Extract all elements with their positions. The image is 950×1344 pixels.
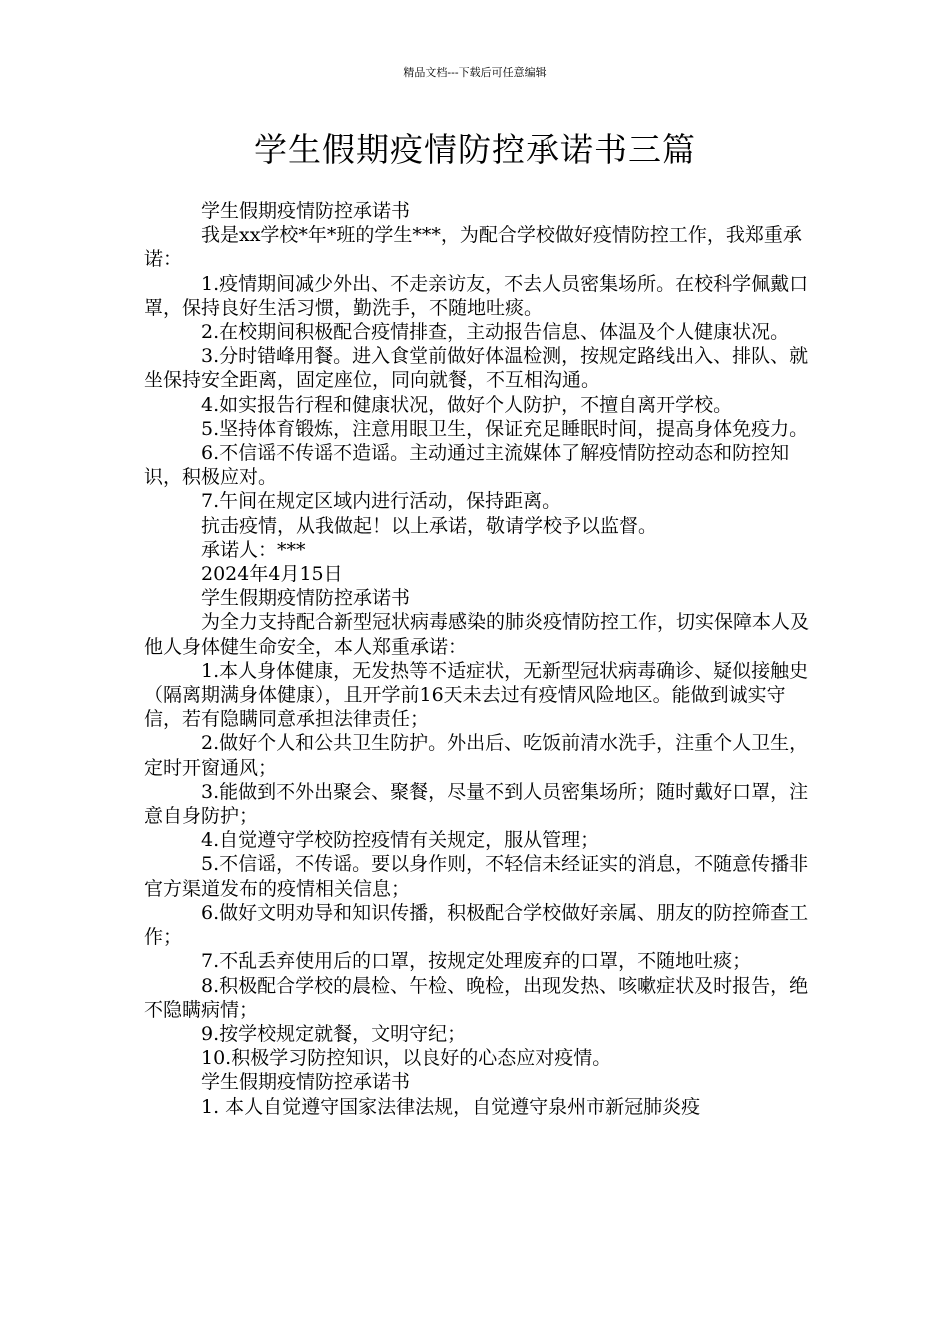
paragraph: 学生假期疫情防控承诺书 — [201, 200, 411, 222]
paragraph: 5.不信谣，不传谣。要以身作则，不轻信未经证实的消息，不随意传播非官方渠道发布的疫情相关信息； — [144, 853, 809, 900]
paragraph: 我是xx学校*年*班的学生***，为配合学校做好疫情防控工作，我郑重承诺： — [144, 224, 802, 271]
paragraph: 10.积极学习防控知识，以良好的心态应对疫情。 — [201, 1047, 612, 1070]
paragraph: 承诺人：*** — [201, 538, 306, 561]
paragraph: 抗击疫情，从我做起！以上承诺，敬请学校予以监督。 — [201, 514, 658, 537]
paragraph: 6.做好文明劝导和知识传播，积极配合学校做好亲属、朋友的防控筛查工作； — [144, 901, 809, 949]
paragraph: 7.午间在规定区域内进行活动，保持距离。 — [201, 490, 562, 513]
paragraph: 1.本人身体健康，无发热等不适症状，无新型冠状病毒确诊、疑似接触史（隔离期满身体健康），且开学前16天未去过有疫情风险地区。能做到诚实守信，若有隐瞒同意承担法律责任； — [144, 659, 809, 731]
document-title: 学生假期疫情防控承诺书三篇 — [254, 130, 696, 169]
document-body — [144, 199, 816, 1119]
paragraph: 1.疫情期间减少外出、不走亲访友，不去人员密集场所。在校科学佩戴口罩，保持良好生活习惯，勤洗手，不随地吐痰。 — [144, 272, 809, 319]
paragraph: 4.如实报告行程和健康状况，做好个人防护，不擅自离开学校。 — [201, 393, 733, 416]
paragraph: 8.积极配合学校的晨检、午检、晚检，出现发热、咳嗽症状及时报告，绝不隐瞒病情； — [144, 974, 809, 1021]
paragraph: 为全力支持配合新型冠状病毒感染的肺炎疫情防控工作，切实保障本人及他人身体健生命安全，本人郑重承诺： — [144, 611, 810, 658]
paragraph: 5.坚持体育锻炼，注意用眼卫生，保证充足睡眠时间，提高身体免疫力。 — [201, 417, 809, 440]
paragraph: 2.在校期间积极配合疫情排查，主动报告信息、体温及个人健康状况。 — [201, 321, 790, 344]
paragraph: 4.自觉遵守学校防控疫情有关规定，服从管理； — [201, 829, 600, 852]
paragraph: 7.不乱丢弃使用后的口罩，按规定处理废弃的口罩，不随地吐痰； — [201, 950, 752, 973]
paragraph: 2.做好个人和公共卫生防护。外出后、吃饭前清水洗手，注重个人卫生，定时开窗通风； — [144, 732, 809, 779]
paragraph: 学生假期疫情防控承诺书 — [201, 1071, 411, 1094]
paragraph: 9.按学校规定就餐，文明守纪； — [201, 1022, 467, 1045]
paragraph: 1. 本人自觉遵守国家法律法规，自觉遵守泉州市新冠肺炎疫 — [201, 1095, 701, 1118]
paragraph: 3.能做到不外出聚会、聚餐，尽量不到人员密集场所；随时戴好口罩，注意自身防护； — [144, 780, 809, 828]
paragraph: 学生假期疫情防控承诺书 — [201, 587, 411, 610]
paragraph: 6.不信谣不传谣不造谣。主动通过主流媒体了解疫情防控动态和防控知识，积极应对。 — [144, 442, 790, 489]
paragraph: 2024年4月15日 — [201, 563, 343, 586]
header-note: 精品文档---下载后可任意编辑 — [403, 66, 547, 79]
paragraph: 3.分时错峰用餐。进入食堂前做好体温检测，按规定路线出入、排队、就坐保持安全距离，固定座位，同向就餐，不互相沟通。 — [144, 345, 809, 392]
